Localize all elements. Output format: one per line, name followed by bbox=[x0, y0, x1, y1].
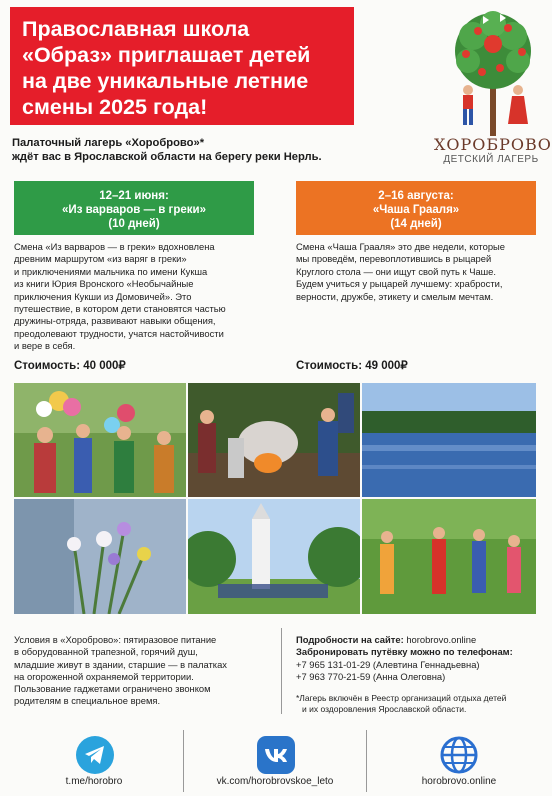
phone-1[interactable]: +7 965 131-01-29 (Алевтина Геннадьевна) bbox=[296, 658, 480, 670]
divider bbox=[366, 730, 367, 792]
session2-desc-line: Смена «Чаша Грааля» это две недели, которые bbox=[296, 241, 506, 252]
conditions-line: на огороженной охраняемой территории. bbox=[14, 670, 194, 682]
session1-desc-line: путешествие, в котором дети становятся частью bbox=[14, 303, 226, 315]
session2-title: «Чаша Грааля» bbox=[372, 204, 460, 216]
globe-icon[interactable] bbox=[440, 736, 478, 774]
conditions-line: младшие живут в здании, старшие — в палатках bbox=[14, 658, 227, 670]
headline-line-2: «Образ» приглашает детей bbox=[22, 43, 311, 67]
session1-description bbox=[14, 241, 274, 353]
session2-desc-line: мы проведём, перевоплотившись в рыцарей bbox=[296, 253, 492, 265]
divider bbox=[183, 730, 184, 792]
session1-desc-line: из книги Юрия Вронского «Необычайные bbox=[14, 278, 194, 290]
photo-wildflowers bbox=[14, 499, 186, 614]
session1-dates: 12–21 июня: bbox=[99, 190, 169, 202]
session1-desc-line: Смена «Из варваров — в греки» вдохновлена bbox=[14, 241, 215, 252]
vk-link[interactable]: vk.com/horobrovskoe_leto bbox=[216, 776, 334, 787]
site-label: Подробности на сайте: bbox=[296, 634, 404, 645]
session1-box bbox=[14, 181, 254, 235]
intro-text bbox=[12, 136, 432, 164]
photo-collage bbox=[14, 383, 536, 614]
session2-desc-line: Круглого стола — они ищут свой путь к Чаше. bbox=[296, 265, 496, 277]
phone-2[interactable]: +7 963 770-21-59 (Анна Олеговна) bbox=[296, 670, 446, 682]
session1-title: «Из варваров — в греки» bbox=[62, 204, 206, 216]
logo-name: ХОРОБРОВО bbox=[434, 135, 552, 154]
photo-kids-playing bbox=[362, 499, 536, 614]
intro-line-1: Палаточный лагерь «Хороброво»* bbox=[12, 137, 205, 149]
headline-line-3: на две уникальные летние bbox=[22, 69, 309, 93]
conditions-text bbox=[14, 634, 274, 708]
conditions-line: Условия в «Хороброво»: пятиразовое питание bbox=[14, 634, 217, 645]
vk-icon[interactable] bbox=[257, 736, 295, 774]
photo-river bbox=[362, 383, 536, 497]
telegram-link[interactable]: t.me/horobro bbox=[65, 776, 123, 787]
session2-price: Стоимость: 49 000₽ bbox=[296, 360, 408, 372]
booking-label: Забронировать путёвку можно по телефонам: bbox=[296, 646, 513, 658]
registry-note-1: *Лагерь включён в Реестр организаций отдыха детей bbox=[296, 693, 507, 704]
session2-dates: 2–16 августа: bbox=[378, 190, 454, 202]
session1-price: Стоимость: 40 000₽ bbox=[14, 360, 126, 372]
telegram-icon[interactable] bbox=[76, 736, 114, 774]
session1-desc-line: и приключениями мальчика по имени Кукша bbox=[14, 265, 208, 277]
photo-campfire bbox=[188, 383, 360, 497]
conditions-line: родителям в специальное время. bbox=[14, 695, 161, 707]
conditions-line: в оборудованной трапезной, горячий душ, bbox=[14, 646, 198, 658]
photo-balloons bbox=[14, 383, 186, 497]
website-link[interactable]: horobrovo.online bbox=[421, 776, 497, 787]
contacts-block bbox=[296, 634, 548, 715]
session1-desc-line: дружины-отряда, развивают навыки общения, bbox=[14, 315, 216, 327]
session2-duration: (14 дней) bbox=[390, 218, 442, 230]
conditions-line: Пользование гаджетами ограничено звонком bbox=[14, 683, 211, 695]
session2-desc-line: Будем учиться у рыцарей лучшему: храбрости, bbox=[296, 278, 503, 290]
logo-subtitle: ДЕТСКИЙ ЛАГЕРЬ bbox=[443, 154, 539, 165]
session2-description bbox=[296, 241, 546, 303]
session2-desc-line: верности, дружбе, этикету и смелым мечтам. bbox=[296, 290, 494, 302]
session2-box bbox=[296, 181, 536, 235]
registry-note-2: и их оздоровления Ярославской области. bbox=[302, 704, 467, 715]
session1-desc-line: и вере в себя. bbox=[14, 340, 76, 352]
divider bbox=[281, 628, 282, 714]
intro-line-2: ждёт вас в Ярославской области на берегу реки Нерль. bbox=[12, 151, 322, 163]
session1-desc-line: древним маршрутом «из варяг в греки» bbox=[14, 253, 187, 265]
session1-desc-line: преодолевают трудности, учатся настойчивости bbox=[14, 327, 224, 339]
photo-church bbox=[188, 499, 360, 614]
session1-duration: (10 дней) bbox=[108, 218, 160, 230]
headline-line-4: смены 2025 года! bbox=[22, 95, 208, 119]
camp-logo-tree-icon bbox=[438, 6, 548, 156]
session1-desc-line: приключения Кукши из Домовичей». Это bbox=[14, 290, 192, 302]
headline-line-1: Православная школа bbox=[22, 17, 250, 41]
headline-banner bbox=[10, 7, 354, 125]
site-link[interactable]: horobrovo.online bbox=[406, 634, 477, 645]
